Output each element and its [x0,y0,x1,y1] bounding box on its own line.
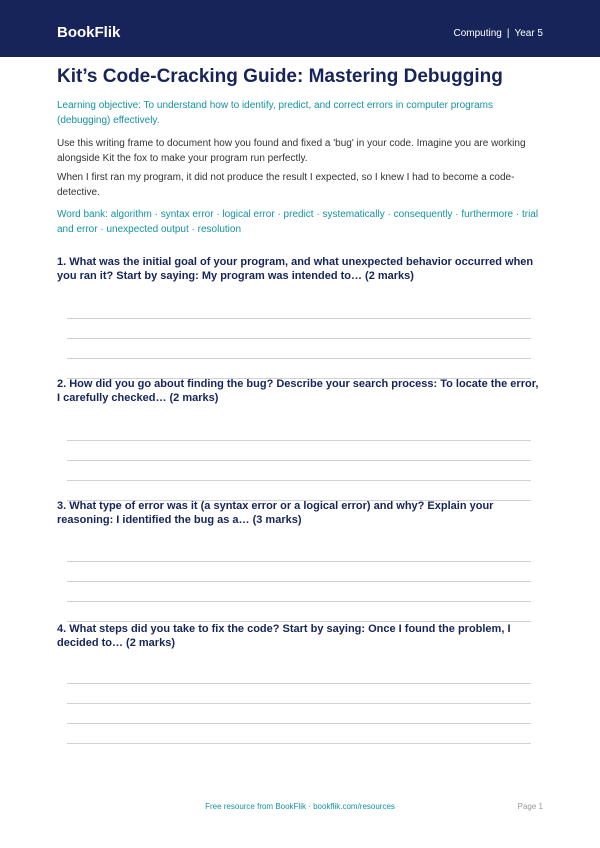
answer-line[interactable] [67,318,531,319]
word-bank: Word bank: algorithm · syntax error · logical error · predict · systematically · consequently · furthermore · trial and error · unexpected output · resolution [57,209,539,235]
intro-text: Use this writing frame to document how you found and fixed a 'bug' in your code. Imagine you are working alongside Kit the fox to make your program run perfectly. [57,138,526,164]
question-1: 1. What was the initial goal of your program, and what unexpected behavior occurred when you ran it? Start by saying: My program was intended to… (2 marks) [57,256,534,282]
footer-credit[interactable]: Free resource from BookFlik · bookflik.com/resources [205,802,395,811]
year-label: Year 5 [514,28,543,39]
answer-line[interactable] [67,743,531,744]
answer-line[interactable] [67,338,531,339]
answer-line[interactable] [67,440,531,441]
answer-line[interactable] [67,581,531,582]
question-4: 4. What steps did you take to fix the code? Start by saying: Once I found the problem, I decided to… (2 marks) [57,623,511,649]
meta-divider: | [506,28,510,39]
page-title: Kit’s Code-Cracking Guide: Mastering Debugging [57,66,503,87]
learning-objective: Learning objective: To understand how to identify, predict, and correct errors in computer programs (debugging) effectively. [57,100,493,126]
answer-line[interactable] [67,480,531,481]
answer-line[interactable] [67,683,531,684]
answer-line[interactable] [67,601,531,602]
opening-sentence: When I first ran my program, it did not produce the result I expected, so I knew I had to become a code-detective. [57,172,515,198]
answer-line[interactable] [67,703,531,704]
subject-label: Computing [453,28,502,39]
answer-line[interactable] [67,561,531,562]
answer-line[interactable] [67,723,531,724]
page-number: Page 1 [517,802,543,811]
question-3: 3. What type of error was it (a syntax error or a logical error) and why? Explain your reasoning: I identified the bug as a… (3 marks) [57,500,494,526]
answer-line[interactable] [67,460,531,461]
question-2: 2. How did you go about finding the bug? Describe your search process: To locate the error, I carefully checked… (2 marks) [57,378,539,404]
brand-logo[interactable]: BookFlik [57,24,121,41]
header-bar [0,0,600,57]
header-meta [453,28,543,40]
answer-line[interactable] [67,358,531,359]
